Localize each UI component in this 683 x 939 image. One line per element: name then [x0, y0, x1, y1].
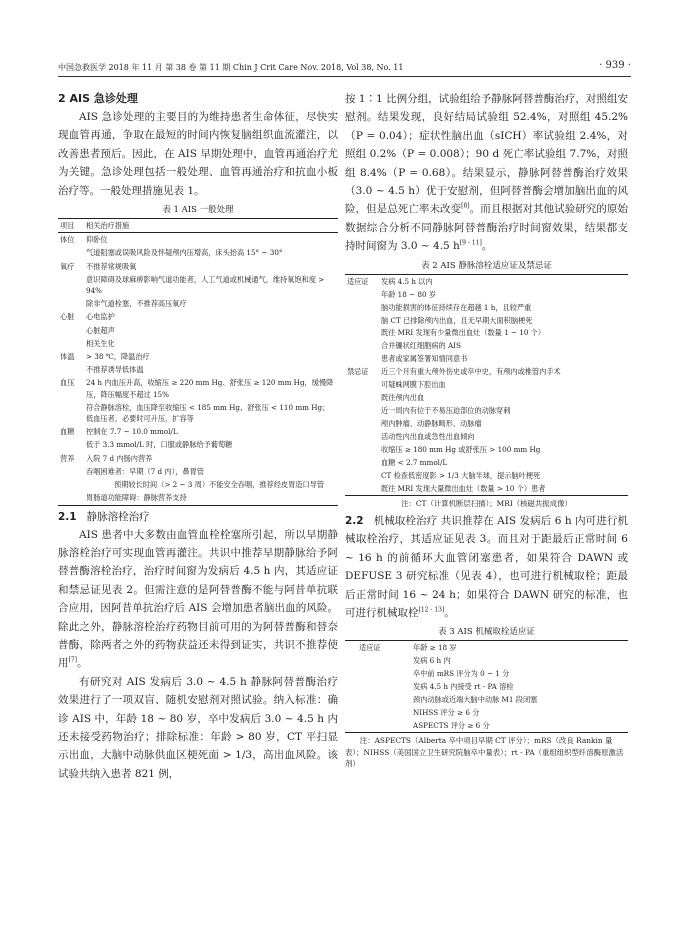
table-2-row-text: 脑功能损害的体征持续存在超越 1 h，且较严重: [381, 302, 532, 312]
table-2-caption: 表 2 AIS 静脉溶栓适应证及禁忌证: [421, 260, 552, 271]
table-2-body: [345, 274, 628, 496]
table-2-row: [345, 443, 628, 456]
table-1-row-text: 心电监护: [86, 312, 115, 322]
table-2-note: 注：CT（计算机断层扫描）；MRI（核磁共振成像）: [401, 499, 572, 509]
table-2-row: [345, 353, 628, 366]
table-2-row-text: 年龄 18 ~ 80 岁: [381, 289, 437, 299]
table-3-row-text: ASPECTS 评分 ≥ 6 分: [413, 721, 490, 731]
table-2-row: [345, 482, 628, 495]
table-1-row-text: 胃肠道功能障碍：静脉营养支持: [86, 493, 187, 503]
table-1-header-row: [58, 219, 338, 233]
table-1-row-item: [58, 401, 84, 425]
table-3-row: [345, 641, 628, 654]
table-2-row: [345, 314, 628, 327]
table-1-row: [58, 324, 338, 337]
table-1-body: [58, 233, 338, 505]
table-1-row: [58, 273, 338, 297]
table-2-row-text: 颅内肿瘤、动静脉畸形、动脉瘤: [381, 419, 482, 429]
table-1-row: [58, 425, 338, 438]
table-2-row: [345, 392, 628, 405]
section-2-1-heading: [58, 508, 338, 526]
table-2-row: [345, 417, 628, 430]
citation-12-13: [12 - 13]: [418, 606, 445, 614]
table-1-row-text: 低于 3.3 mmol/L 时，口服或静脉给予葡萄糖: [86, 440, 233, 450]
table-2-row-item: [345, 314, 379, 327]
section-2-paragraph: AIS 急诊处理的主要目的为维持患者生命体征，尽快实现血管再通，争取在最短的时间内恢复脑组织血流灌注，以改善患者预后。因此，在 AIS 早期处理中，血管再通治疗尤为关键。急诊处理包括一般处理、血管再通治疗和抗血小板治疗等。一般处理措施见表 1。: [58, 111, 338, 197]
table-1-row-item: 营养: [60, 453, 75, 463]
table-2-row-item: [345, 392, 379, 405]
right-column: [345, 90, 628, 770]
section-2-1-number: 2.1: [58, 510, 77, 523]
table-3-row-item: [345, 680, 411, 693]
table-1-row-item: [58, 324, 84, 337]
table-2-row-text: 既往颅内出血: [381, 393, 425, 403]
table-3-row: [345, 693, 628, 706]
table-2-row: [345, 274, 628, 287]
table-3-body: [345, 641, 628, 733]
table-2-row-text: 血糖 < 2.7 mmol/L: [381, 458, 448, 468]
table-2-row: [345, 430, 628, 443]
table-1-col-measure: 相关治疗措施: [84, 219, 338, 233]
continued-paragraph: [345, 90, 628, 256]
section-2-heading: 2 AIS 急诊处理: [58, 92, 138, 105]
section-2-1-paragraph-1: [58, 526, 338, 673]
table-2-row-item: [345, 430, 379, 443]
table-2-row-text: 发病 4.5 h 以内: [381, 276, 433, 286]
table-2-row-text: 患者或家属签署知情同意书: [381, 354, 468, 364]
table-1-row: [58, 465, 338, 478]
table-1-row-item: 体温: [60, 352, 75, 362]
table-2-row-item: [345, 443, 379, 456]
table-2-row-item: [345, 288, 379, 301]
table-2-row-item: 禁忌证: [347, 367, 369, 377]
table-2-row-item: [345, 379, 379, 392]
section-2-1-title: 静脉溶栓治疗: [86, 510, 150, 523]
table-3-row: [345, 706, 628, 719]
table-2-row-text: 近一周内有位于不易压迫部位的动脉穿刺: [381, 406, 511, 416]
section-2-2-number: 2.2: [345, 514, 364, 527]
table-1-row-item: 体位: [60, 235, 75, 245]
continued-paragraph-text: 按 1∶1 比例分组，试验组给予静脉阿替普酶治疗，对照组安慰剂。结果发现，良好结局试验组 52.4%，对照组 45.2%（P = 0.04）；症状性脑出血（sICH）率试验组 2.4%，对照组 0.2%（P = 0.008）；90 d 死亡率试验组 7.7%，对照组 8.4%（P = 0.68）。结果显示，静脉阿替普酶治疗效果（3.0 ~ 4.5 h）优于安慰剂，但阿替普酶会增加脑出血的风险，但是总死亡率未改变: [345, 93, 628, 216]
table-2-row: [345, 469, 628, 482]
table-2-row-item: [345, 482, 379, 495]
table-2-row-text: 可疑蛛网膜下腔出血: [381, 380, 446, 390]
table-1-row-text: 意识障碍及球麻痹影响气道功能者，人工气道或机械通气，维持氧饱和度 > 94%: [86, 274, 325, 296]
table-2-row-text: 近三个月有重大颅外伤史或卒中史，有颅内或椎管内手术: [381, 367, 561, 377]
table-1-row-item: 心脏: [60, 312, 75, 322]
table-1-row: [58, 401, 338, 425]
continued-paragraph-end: 。: [481, 240, 493, 253]
table-2-row-text: 收缩压 ≥ 180 mm Hg 或舒张压 > 100 mm Hg: [381, 445, 541, 455]
table-1-row: [58, 438, 338, 451]
table-3-row-text: 颈内动脉或近端大脑中动脉 M1 段闭塞: [413, 695, 538, 705]
table-1-row-item: [58, 246, 84, 259]
table-1-row-item: [58, 297, 84, 310]
table-1-row-text: 仰卧位: [86, 235, 108, 245]
table-2-row-item: [345, 456, 379, 469]
table-1-col-item: 项目: [58, 219, 84, 233]
table-1-row: [58, 376, 338, 400]
table-2-row-item: [345, 417, 379, 430]
table-1-row-item: [58, 465, 84, 478]
table-3: [345, 640, 628, 733]
citation-9-11: [9 - 11]: [459, 239, 482, 247]
table-2-row-item: [345, 301, 379, 314]
table-3-row-text: NIHSS 评分 ≥ 6 分: [413, 708, 480, 718]
table-3-row-text: 发病 4.5 h 内接受 rt - PA 溶栓: [413, 682, 514, 692]
table-1-row-text: 吞咽困难者：早期（7 d 内），鼻胃管: [86, 466, 204, 476]
table-1-row-text: 不推荐常规吸氧: [86, 261, 137, 271]
table-1-row-item: [58, 273, 84, 297]
table-1-row-text: 预期较长时间（> 2 ~ 3 周）不能安全吞咽，推荐经皮胃造口导管: [114, 480, 325, 490]
table-2-row: [345, 301, 628, 314]
table-1-row-text: 控制在 7.7 ~ 10.0 mmol/L: [86, 427, 178, 437]
table-2-row-text: 既往 MRI 发现大量微出血灶（数量 > 10 个）患者: [381, 484, 546, 494]
continued-paragraph-mid: 。而且根据对其他试验研究的原始数据综合分析不同静脉阿替普酶治疗时间窗效果，结果都支持时间窗为 3.0 ~ 4.5 h: [345, 203, 629, 253]
table-2-row-item: [345, 469, 379, 482]
table-1: [58, 218, 338, 505]
table-1-row-item: [58, 363, 84, 376]
citation-7: [7]: [68, 656, 77, 664]
table-3-row-item: [345, 654, 411, 667]
table-3-note: 注：ASPECTS（Alberta 卒中项目早期 CT 评分）；mRS（改良 Rankin 量表）；NIHSS（美国国立卫生研究院脑卒中量表）；rt - PA（重组组织型纤溶酶原激活剂）: [345, 736, 624, 769]
table-2-row: [345, 379, 628, 392]
table-1-row-text: 相关生化: [86, 338, 115, 348]
table-1-row: [58, 297, 338, 310]
section-2-1-paragraph-2: 有研究对 AIS 发病后 3.0 ~ 4.5 h 静脉阿替普酶治疗效果进行了一项双盲、随机安慰剂对照试验。纳入标准：确诊 AIS 中，年龄 18 ~ 80 岁，卒中发病后 3.0 ~ 4.5 h 内还未接受药物治疗；排除标准：年龄 > 80 岁，CT 平扫显示出血，大脑中动脉供血区梗死面 > 1/3，高出血风险。该试验共纳入患者 821 例，: [58, 675, 338, 780]
table-3-row-text: 卒中前 mRS 评分为 0 ~ 1 分: [413, 669, 510, 679]
table-3-caption: 表 3 AIS 机械取栓适应证: [438, 627, 535, 638]
table-1-row-text: 24 h 内血压升高，收缩压 ≥ 220 mm Hg、舒张压 ≥ 120 mm Hg，缓慢降压，降压幅度不超过 15%: [86, 378, 334, 399]
table-3-row: [345, 667, 628, 680]
table-1-row: [58, 491, 338, 505]
table-1-row: [58, 233, 338, 247]
table-1-row-item: [58, 478, 84, 491]
section-2-1-paragraph-1-end: 。: [77, 657, 88, 670]
section-2-2-heading: [345, 512, 628, 622]
table-2-row: [345, 366, 628, 379]
table-1-row-item: [58, 491, 84, 505]
table-1-row-item: [58, 438, 84, 451]
table-2-row-item: [345, 405, 379, 418]
table-2-row: [345, 456, 628, 469]
table-3-row-item: [345, 719, 411, 732]
table-1-row: [58, 310, 338, 323]
table-1-row-text: 不推荐诱导低体温: [86, 365, 144, 375]
table-2-row: [345, 288, 628, 301]
table-1-row: [58, 478, 338, 491]
table-1-row-text: 气道阻塞或误吸风险及怀疑颅内压增高，床头抬高 15° ~ 30°: [86, 248, 283, 258]
table-2-row: [345, 405, 628, 418]
table-1-row-text: 除非气道栓塞，不推荐高压氧疗: [86, 299, 187, 309]
table-1-row: [58, 452, 338, 465]
table-3-row-text: 年龄 ≥ 18 岁: [413, 643, 457, 653]
table-1-row-text: 入院 7 d 内肠内营养: [86, 453, 153, 463]
table-2-row: [345, 327, 628, 340]
table-1-row-text: 符合静脉溶栓，血压降至收缩压 < 185 mm Hg、舒张压 < 110 mm Hg；低血压者，必要时可升压、扩容等: [86, 402, 330, 424]
table-3-row-item: [345, 693, 411, 706]
citation-8: [8]: [461, 202, 470, 210]
section-2-2-end: 。: [444, 606, 455, 619]
table-1-row-item: 血糖: [60, 427, 75, 437]
table-2-row-item: 适应证: [347, 276, 369, 286]
running-header: [58, 60, 631, 77]
table-2: [345, 274, 628, 497]
journal-citation: 中国急救医学 2018 年 11 月 第 38 卷 第 11 期 Chin J Crit Care Nov. 2018, Vol 38, No. 11: [58, 63, 404, 72]
table-2-row-text: 活动性内出血或急性出血倾向: [381, 432, 475, 442]
left-column: [58, 90, 338, 783]
table-1-row: [58, 260, 338, 273]
table-2-row: [345, 340, 628, 353]
table-1-row: [58, 363, 338, 376]
table-1-row: [58, 246, 338, 259]
table-3-row: [345, 719, 628, 732]
table-1-row-item: [58, 337, 84, 350]
section-2-1-paragraph-1-text: AIS 患者中大多数由血管血栓栓塞所引起，所以早期静脉溶栓治疗可实现血管再灌注。共识中推荐早期静脉给予阿替普酶溶栓治疗，治疗时间窗为发病后 4.5 h 内，其适应证和禁忌证见表 2。但需注意的是阿替普酶不能与阿昔单抗联合应用，因阿昔单抗治疗后 AIS 会增加患者脑出血的风险。除此之外，静脉溶栓治疗药物目前可用的为阿替普酶和替奈普酶，除两者之外的药物获益还未得到证实，共识不推荐使用: [58, 528, 338, 670]
table-1-caption: 表 1 AIS 一般处理: [162, 205, 234, 216]
table-2-row-text: 脑 CT 已排除颅内出血，且无早期大面积脑梗死: [381, 315, 533, 325]
table-3-row: [345, 654, 628, 667]
table-2-row-item: [345, 353, 379, 366]
table-2-row-item: [345, 327, 379, 340]
table-2-row-text: 既往 MRI 发现有少量微出血灶（数量 1 ~ 10 个）: [381, 328, 546, 338]
table-2-row-item: [345, 340, 379, 353]
table-1-row-text: 心脏超声: [86, 325, 115, 335]
table-3-row-text: 发病 6 h 内: [413, 656, 451, 666]
table-1-row-item: 氧疗: [60, 261, 75, 271]
table-2-row-text: 合并镰状红细胞病的 AIS: [381, 341, 461, 351]
table-1-row: [58, 350, 338, 363]
table-1-row: [58, 337, 338, 350]
table-3-row-item: 适应证: [359, 643, 381, 653]
table-1-row-text: > 38 ℃，降温治疗: [86, 352, 150, 362]
table-3-row: [345, 680, 628, 693]
table-3-row-item: [345, 667, 411, 680]
table-2-row-text: CT 检查低密度影 > 1/3 大脑半球，提示脑叶梗死: [381, 471, 541, 481]
section-2-2-text: 机械取栓治疗 共识推荐在 AIS 发病后 6 h 内可进行机械取栓治疗，其适应证见表 3。而且对于距最后正常时间 6 ~ 16 h 的前循环大血管闭塞患者，如果符合 DAWN 或 DEFUSE 3 研究标准（见表 4），也可进行机械取栓；距最后正常时间 16 ~ 24 h；如果符合 DAWN 研究的标准，也可进行机械取栓: [345, 514, 628, 619]
table-3-row-item: [345, 706, 411, 719]
table-1-row-item: 血压: [60, 378, 75, 388]
page-number: · 939 ·: [599, 60, 631, 71]
